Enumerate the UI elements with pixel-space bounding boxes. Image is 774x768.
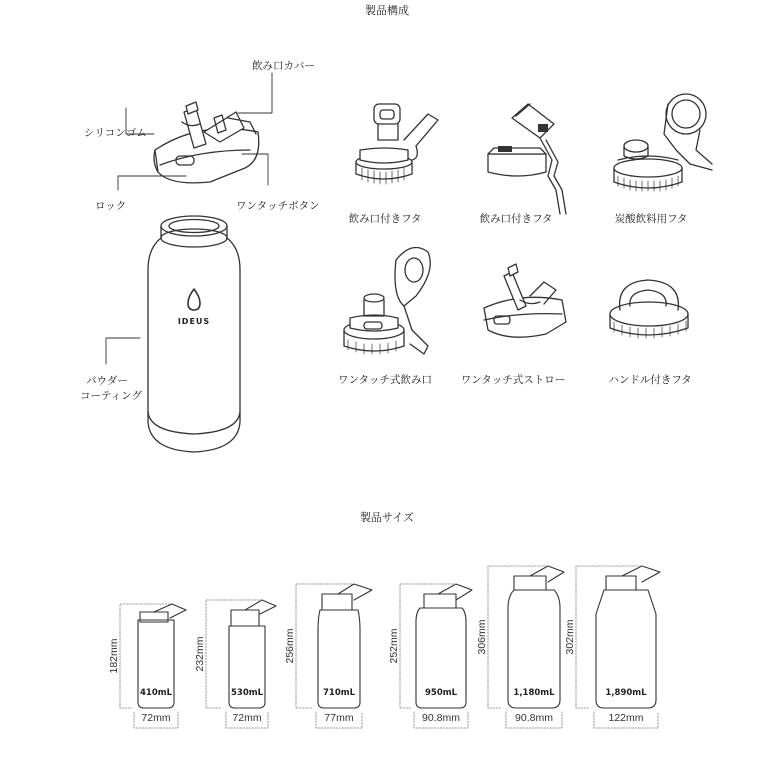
width-label: 90.8mm	[422, 712, 460, 724]
width-label: 72mm	[141, 712, 171, 724]
lid-label-4: ワンタッチ式飲み口	[337, 374, 433, 386]
composition-title: 製品構成	[365, 4, 409, 17]
capacity-label: 950mL	[424, 688, 458, 698]
lid-label-2: 飲み口付きフタ	[479, 213, 553, 225]
width-label: 90.8mm	[515, 712, 553, 724]
lid-handle	[610, 280, 688, 338]
lid-label-6: ハンドル付きフタ	[608, 374, 692, 386]
lid-label-5: ワンタッチ式ストロー	[460, 374, 566, 386]
lid-one-touch-spout	[344, 248, 430, 355]
main-bottle	[148, 216, 240, 452]
label-powder-coating-2: コーティング	[80, 390, 142, 402]
capacity-label: 530mL	[230, 688, 264, 698]
height-label: 302mm	[564, 619, 576, 655]
lid-spout-1	[356, 104, 438, 184]
label-one-touch-button: ワンタッチボタン	[236, 200, 320, 212]
brand-logo: IDEUS	[177, 317, 211, 326]
capacity-label: 410mL	[139, 688, 173, 698]
height-label: 182mm	[108, 638, 120, 674]
lid-carbonated	[614, 94, 712, 191]
width-label: 77mm	[324, 712, 354, 724]
capacity-label: 1,890mL	[605, 688, 647, 698]
lid-one-touch-straw	[484, 264, 566, 337]
capacity-label: 710mL	[322, 688, 356, 698]
width-label: 122mm	[608, 712, 644, 724]
height-label: 256mm	[284, 628, 296, 664]
height-label: 252mm	[388, 628, 400, 664]
label-spout-cover: 飲み口カバー	[252, 60, 315, 72]
label-silicone: シリコンゴム	[84, 127, 147, 139]
label-powder-coating-1: パウダー	[86, 375, 128, 387]
height-label: 306mm	[476, 619, 488, 655]
height-label: 232mm	[194, 636, 206, 672]
lid-spout-2	[488, 104, 566, 214]
lid-label-1: 飲み口付きフタ	[348, 213, 422, 225]
capacity-label: 1,180mL	[513, 688, 555, 698]
label-lock: ロック	[95, 200, 127, 212]
exploded-cap	[154, 102, 259, 183]
sizes-title: 製品サイズ	[359, 511, 415, 524]
lid-label-3: 炭酸飲料用フタ	[614, 213, 688, 225]
width-label: 72mm	[232, 712, 262, 724]
